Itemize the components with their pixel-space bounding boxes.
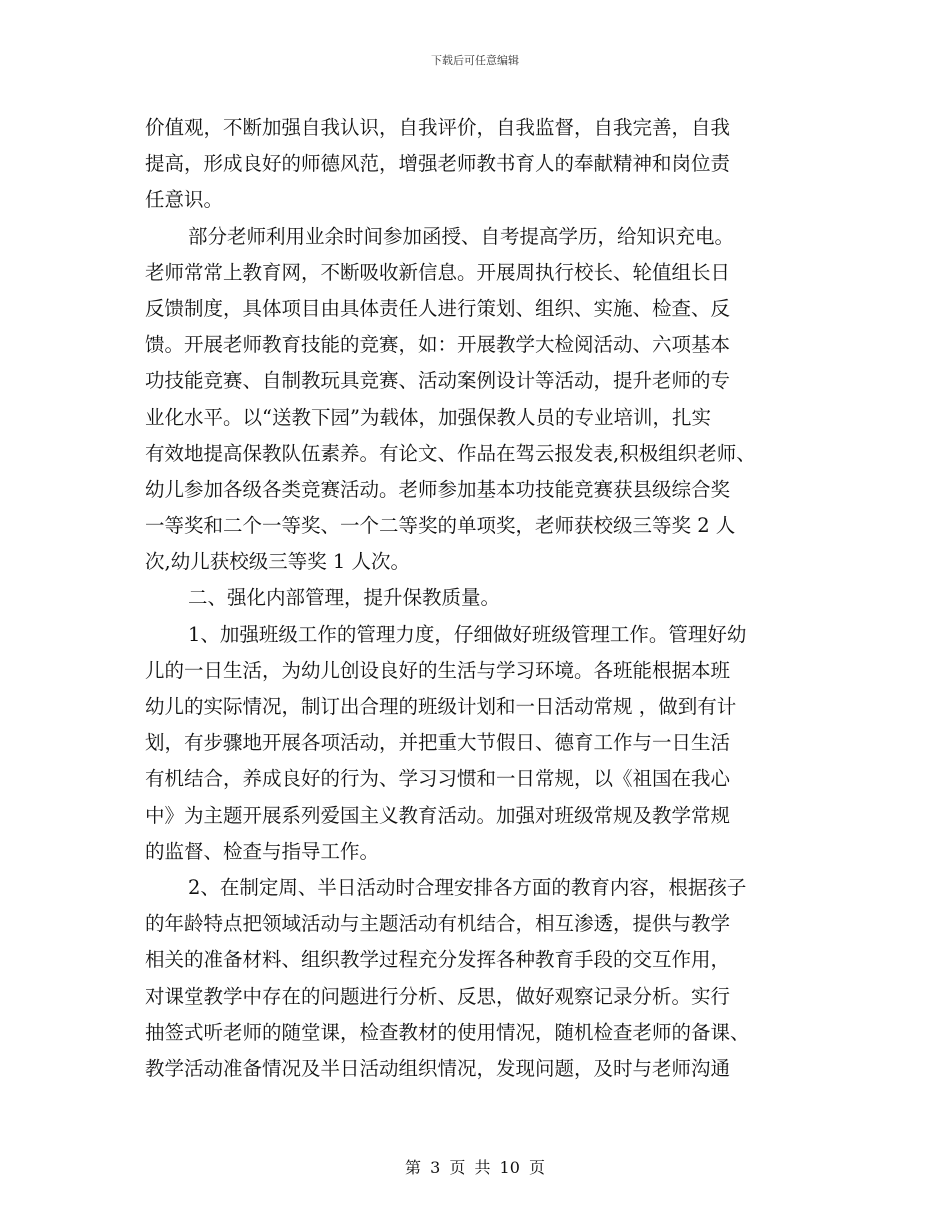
body-line: 幼儿参加各级各类竞赛活动。老师参加基本功技能竞赛获县级综合奖 — [145, 477, 731, 501]
body-line: 反馈制度，具体项目由具体责任人进行策划、组织、实施、检查、反 — [145, 296, 731, 320]
body-line: 有机结合，养成良好的行为、学习习惯和一日常规，以《祖国在我心 — [145, 767, 731, 791]
paragraph-start-line: 部分老师利用业余时间参加函授、自考提高学历，给知识充电。 — [188, 224, 735, 248]
body-line: 馈。开展老师教育技能的竞赛，如：开展教学大检阅活动、六项基本 — [145, 333, 731, 357]
body-line: 抽签式听老师的随堂课，检查教材的使用情况，随机检查老师的备课、 — [145, 1020, 750, 1044]
body-line: 价值观，不断加强自我认识，自我评价，自我监督，自我完善，自我 — [145, 116, 731, 139]
body-line: 提高，形成良好的师德风范，增强老师教书育人的奉献精神和岗位责 — [145, 152, 731, 176]
paragraph-start-line: 1、加强班级工作的管理力度，仔细做好班级管理工作。管理好幼 — [188, 622, 747, 646]
body-line: 次,幼儿获校级三等奖 1 人次。 — [145, 550, 411, 574]
body-line: 一等奖和二个一等奖、一个二等奖的单项奖，老师获校级三等奖 2 人 — [145, 514, 736, 538]
page-number-footer: 第 3 页 共 10 页 — [405, 1158, 545, 1177]
body-line: 儿的一日生活，为幼儿创设良好的生活与学习环境。各班能根据本班 — [145, 658, 731, 682]
body-line: 划，有步骤地开展各项活动，并把重大节假日、德育工作与一日生活 — [145, 731, 731, 755]
body-line: 老师常常上教育网，不断吸收新信息。开展周执行校长、轮值组长日 — [145, 260, 731, 284]
body-line: 任意识。 — [145, 188, 224, 212]
paragraph-start-line: 2、在制定周、半日活动时合理安排各方面的教育内容，根据孩子 — [188, 875, 747, 899]
body-line: 教学活动准备情况及半日活动组织情况，发现问题，及时与老师沟通 — [145, 1056, 731, 1080]
body-line: 中》为主题开展系列爱国主义教育活动。加强对班级常规及教学常规 — [145, 803, 731, 827]
body-line: 功技能竞赛、自制教玩具竞赛、活动案例设计等活动，提升老师的专 — [145, 369, 731, 393]
body-line: 相关的准备材料、组织教学过程充分发挥各种教育手段的交互作用， — [145, 948, 731, 972]
body-line: 幼儿的实际情况，制订出合理的班级计划和一日活动常规 ，做到有计 — [145, 695, 737, 718]
body-line: 的年龄特点把领域活动与主题活动有机结合，相互渗透，提供与教学 — [145, 912, 731, 936]
document-body — [145, 110, 805, 1087]
body-line: 对课堂教学中存在的问题进行分析、反思，做好观察记录分析。实行 — [145, 984, 731, 1008]
page-header: 下载后可任意编辑 — [431, 54, 519, 67]
body-line: 有效地提高保教队伍素养。有论文、作品在驾云报发表,积极组织老师、 — [145, 441, 756, 465]
body-line: 的监督、检查与指导工作。 — [145, 839, 380, 863]
body-line: 业化水平。以“送教下园”为载体，加强保教人员的专业培训，扎实 — [145, 405, 711, 429]
section-heading: 二、强化内部管理，提升保教质量。 — [188, 586, 501, 610]
